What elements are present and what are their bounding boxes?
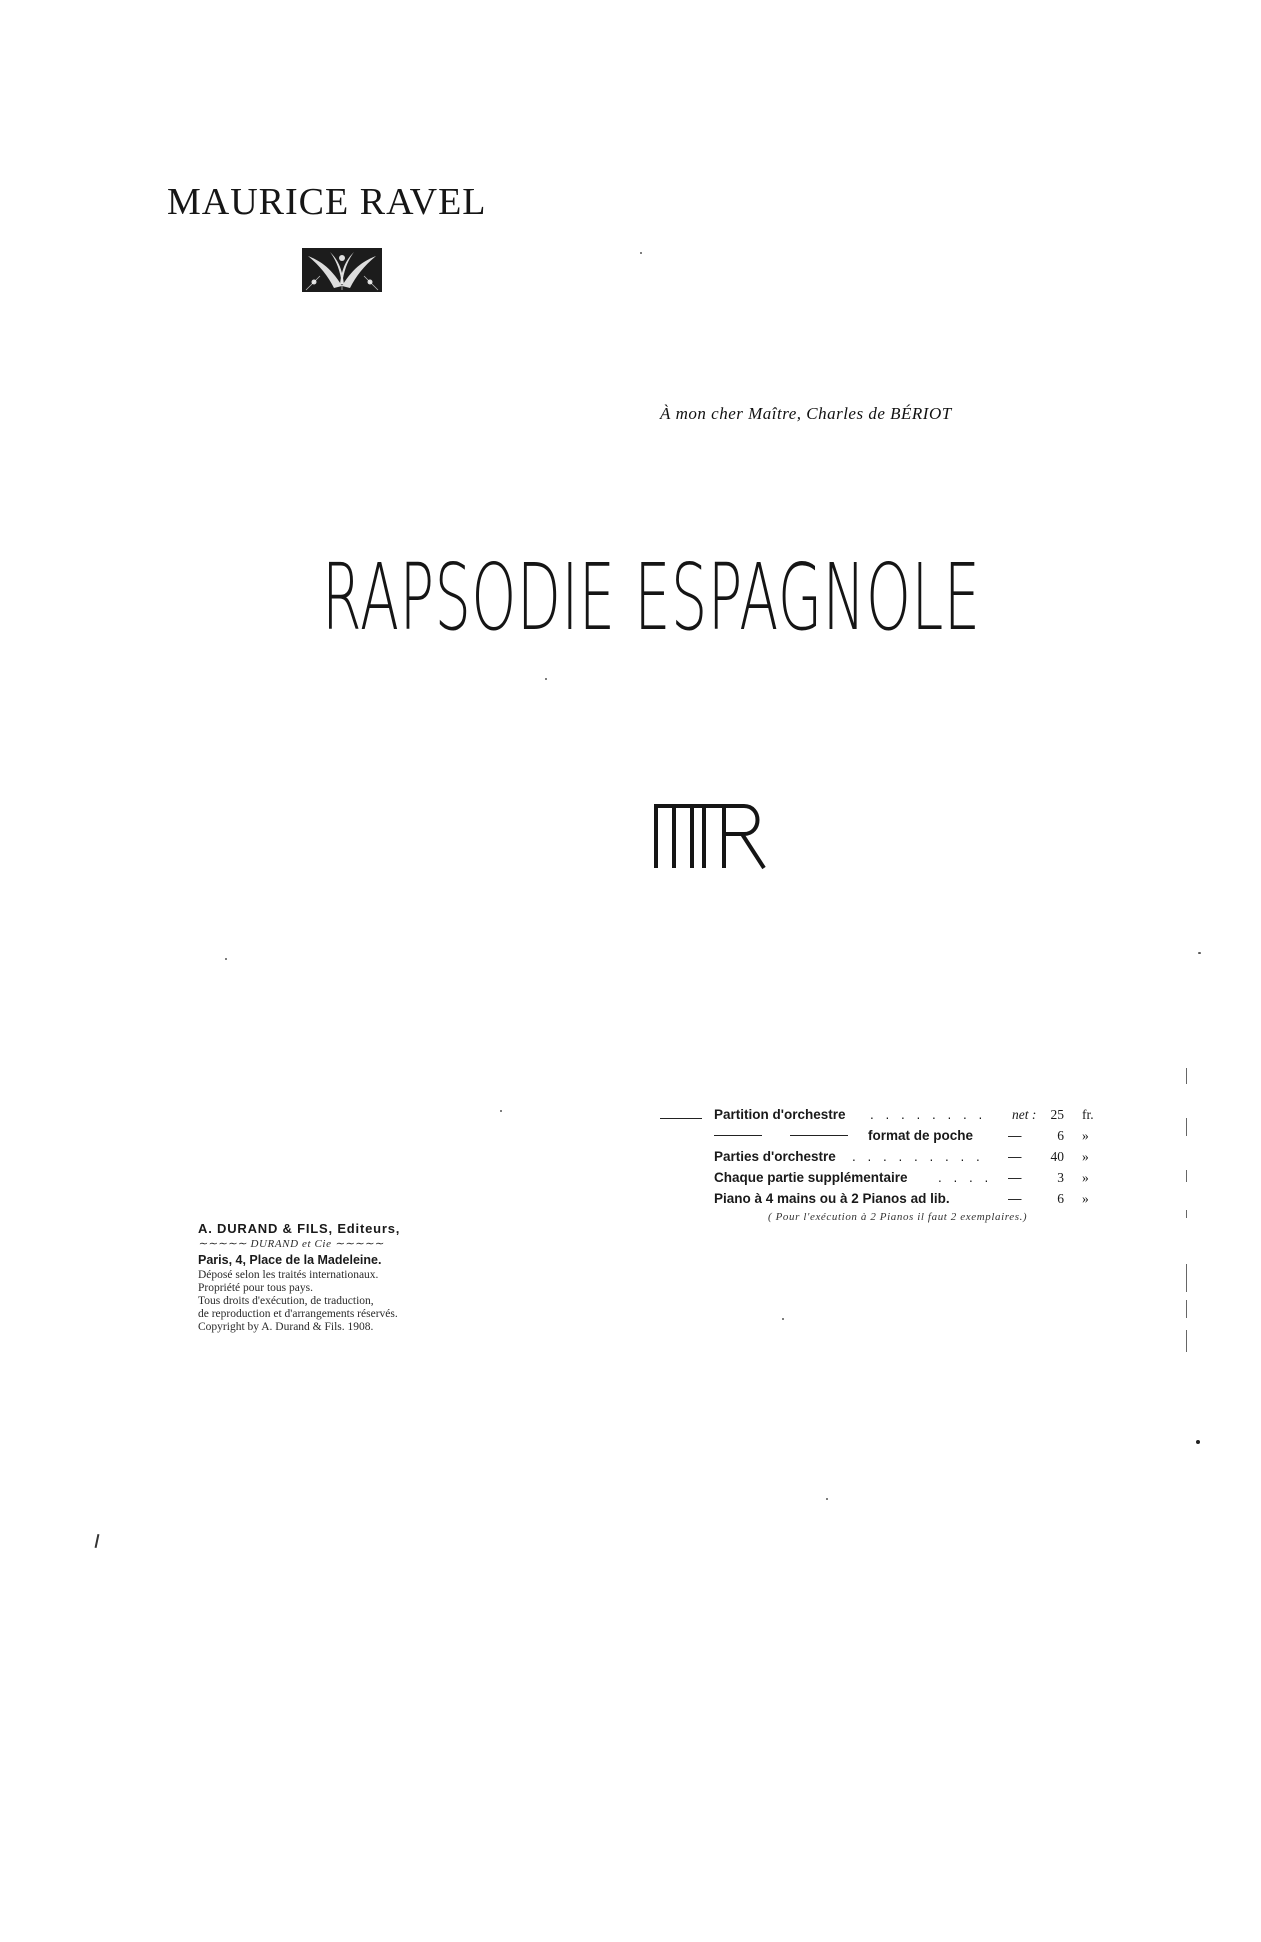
price-mark: — <box>1008 1191 1022 1206</box>
rights-line: Déposé selon les traités internationaux. <box>198 1269 379 1281</box>
scan-speck <box>225 958 227 960</box>
publisher-imprint <box>198 1220 488 1334</box>
scan-mark <box>1186 1300 1187 1318</box>
price-label: Piano à 4 mains ou à 2 Pianos ad lib. <box>714 1191 950 1206</box>
scan-mark <box>1186 1170 1187 1182</box>
price-unit: » <box>1082 1128 1089 1143</box>
scan-mark <box>1186 1068 1187 1084</box>
price-amount: 3 <box>1057 1170 1064 1185</box>
scan-speck <box>500 1110 502 1112</box>
ornament-vignette <box>300 246 384 294</box>
price-mark: — <box>1008 1128 1022 1143</box>
price-amount: 6 <box>1057 1191 1064 1206</box>
scan-mark <box>1186 1210 1187 1218</box>
dedication: À mon cher Maître, Charles de BÉRIOT <box>660 404 952 423</box>
dot-leader: . . . . . . . . . <box>852 1149 984 1164</box>
lead-rule <box>660 1118 702 1119</box>
work-title: RAPSODIE ESPAGNOLE <box>322 544 981 651</box>
publisher-subline <box>198 1237 488 1252</box>
publisher-monogram <box>652 800 770 870</box>
rights-line: Propriété pour tous pays. <box>198 1282 313 1294</box>
price-note: ( Pour l'exécution à 2 Pianos il faut 2 exemplaires.) <box>768 1211 1028 1223</box>
publisher-sub: DURAND et Cie <box>250 1238 332 1250</box>
price-mark: — <box>1008 1149 1022 1164</box>
price-mark: net : <box>1012 1107 1037 1122</box>
price-row <box>690 1146 1110 1167</box>
price-amount: 6 <box>1057 1128 1064 1143</box>
price-row <box>690 1167 1110 1188</box>
price-label: format de poche <box>868 1128 974 1143</box>
price-amount: 25 <box>1050 1107 1064 1122</box>
price-label: Chaque partie supplémentaire <box>714 1170 908 1185</box>
price-label: Parties d'orchestre <box>714 1149 836 1164</box>
ditto-rule <box>790 1135 848 1136</box>
scan-speck <box>782 1318 784 1320</box>
price-row <box>690 1188 1110 1209</box>
scan-speck <box>545 678 547 680</box>
rights-line: de reproduction et d'arrangements réservés. <box>198 1308 398 1320</box>
price-unit: fr. <box>1082 1107 1094 1122</box>
scan-speck <box>826 1498 828 1500</box>
price-unit: » <box>1082 1149 1089 1164</box>
price-amount: 40 <box>1050 1149 1064 1164</box>
publisher-address: Paris, 4, Place de la Madeleine. <box>198 1253 382 1267</box>
scan-speck <box>1198 952 1201 954</box>
wave-ornament: ∼∼∼∼∼ <box>198 1238 251 1250</box>
scan-mark <box>1186 1264 1187 1292</box>
wave-ornament: ∼∼∼∼∼ <box>331 1238 384 1250</box>
scan-speck <box>1196 1440 1200 1444</box>
price-row <box>690 1125 1110 1146</box>
composer-name: MAURICE RAVEL <box>167 181 487 223</box>
scan-speck <box>640 252 642 254</box>
dot-leader: . . . . <box>938 1170 993 1185</box>
price-list <box>690 1104 1110 1225</box>
rights-line: Copyright by A. Durand & Fils. 1908. <box>198 1321 374 1333</box>
price-unit: » <box>1082 1170 1089 1185</box>
price-row <box>690 1104 1110 1125</box>
price-unit: » <box>1082 1191 1089 1206</box>
publisher-name: A. DURAND & FILS, Editeurs, <box>198 1221 401 1236</box>
dot-leader: . . . . . . . . <box>870 1107 987 1122</box>
price-label: Partition d'orchestre <box>714 1107 846 1122</box>
rights-line: Tous droits d'exécution, de traduction, <box>198 1295 374 1307</box>
scan-mark <box>95 1534 100 1548</box>
scan-mark <box>1186 1330 1187 1352</box>
scan-mark <box>1186 1118 1187 1136</box>
ditto-rule <box>714 1135 762 1136</box>
price-mark: — <box>1008 1170 1022 1185</box>
